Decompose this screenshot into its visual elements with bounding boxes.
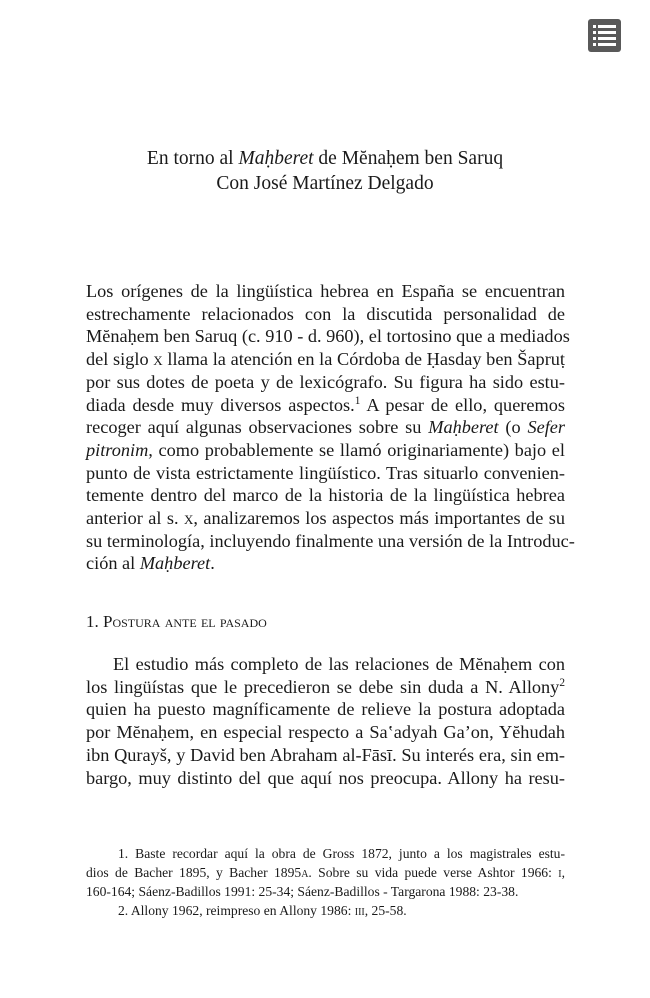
section-heading: 1. Postura ante el pasado [86,612,267,631]
section-paragraph: El estudio más completo de las relaciones de Mĕnaḥem con los lingüístas que le precedieron se debe sin duda a N. Allony$^2$ quien ha puesto magníficamente de relieve la postura adoptada por Mĕnaḥem, en especial respecto a Saʽadyah Gaʼon, Yĕhudah ibn Qurayš, y David ben Abraham al-Fāsī. Su interés era, sin em- bargo, muy distinto del que aquí nos preocupa. Allony ha resu- [86,654,565,788]
footnotes [86,844,565,920]
footnote-1: 1. Baste recordar aquí la obra de Gross 1872, junto a los magistrales estu- dios de Bacher 1895, y Bacher 1895a. Sobre su vida puede verse Ashtor 1966: i, 160-164; Sáenz-Badillos 1991: 25-34; Sáenz-Badillos - Targarona 1988: 23-38. [86,846,565,899]
chapter-title [0,146,650,196]
footnote-ref-2[interactable]: 2 [559,676,565,689]
chapter-title-line1: En torno al Maḥberet de Mĕnaḥem ben Saruq [146,148,504,169]
chapter-subtitle: Con José Martínez Delgado [216,173,434,194]
footnote-ref-1[interactable]: 1 [354,394,361,407]
footnote-2: 2. Allony 1962, reimpreso en Allony 1986: iii, 25-58. [118,903,407,918]
list-menu-icon [588,19,621,52]
menu-button[interactable] [588,19,621,52]
intro-paragraph: Los orígenes de la lingüística hebrea en España se encuentran estrechamente relacionados con la discutida personalidad de Mĕnaḥem ben Saruq (c. 910 - d. 960), el tortosino que a mediados del siglo x llama la atención en la Córdoba de Ḥasday ben Šapruṭ por sus dotes de poeta y de lexicógrafo. Su figura ha sido estu- diada desde muy diversos aspectos.$^1$ A pesar de ello, queremos recoger aquí algunas observaciones sobre su Maḥberet (o Sefer pitronim, como probablemente se llamó originariamente) bajo el punto de vista estrictamente lingüístico. Tras situarlo convenien- temente dentro del marco de la historia de la lingüística hebrea anterior al s. x, analizaremos los aspectos más importantes de su su terminología, incluyendo finalmente una versión de la Introduc- ción al Maḥberet. [86,281,575,574]
